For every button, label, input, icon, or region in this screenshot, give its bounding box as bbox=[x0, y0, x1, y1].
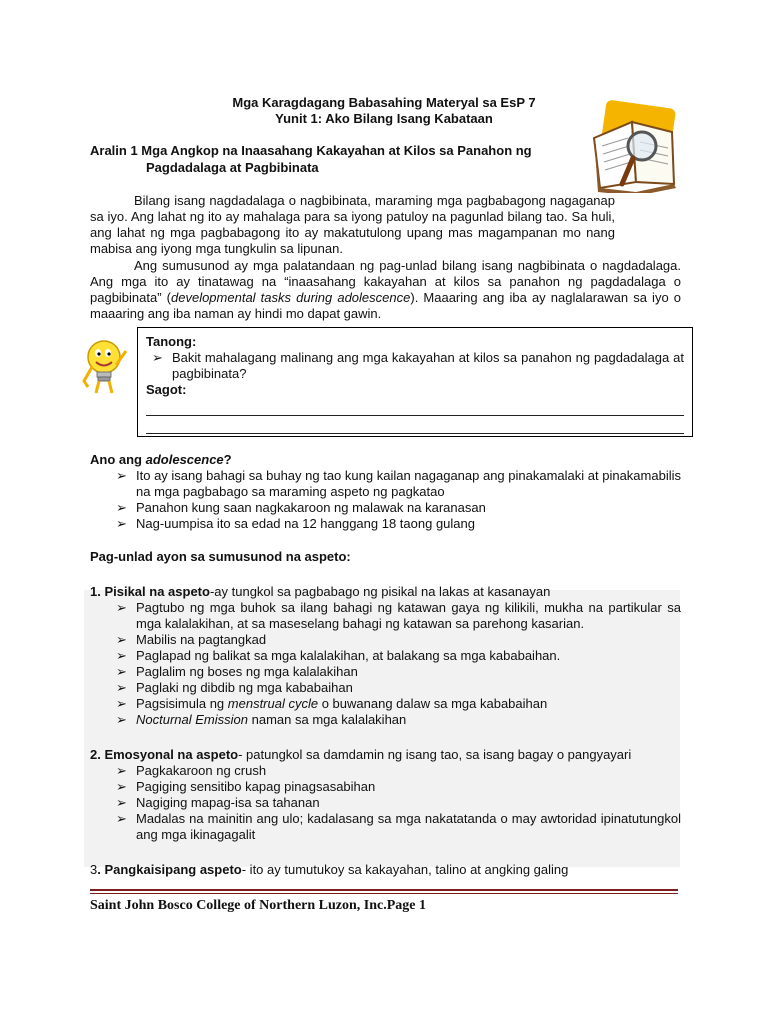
list-item bbox=[110, 811, 681, 843]
arrow-bullet-icon: ➢ bbox=[116, 468, 127, 483]
footer-rule-thin bbox=[90, 893, 678, 894]
arrow-bullet-icon: ➢ bbox=[116, 712, 127, 727]
lightbulb-mascot-icon bbox=[82, 337, 130, 397]
list-item-text: Paglapad ng balikat sa mga kalalakihan, at balakang sa mga kababaihan. bbox=[136, 648, 561, 663]
list-item-text: Pagkakaroon ng crush bbox=[136, 763, 267, 778]
list-item-text: Nag-uumpisa ito sa edad na 12 hanggang 18 taong gulang bbox=[136, 516, 475, 531]
intro-p2-text-b: ). Maaaring ang iba ay naglalarawan sa iyo o maaaring ang iba naman ay hindi mo dapat gawin. bbox=[90, 290, 682, 321]
header-line-1: Mga Karagdagang Babasahing Materyal sa EsP 7 bbox=[232, 95, 536, 110]
emosyonal-heading bbox=[90, 747, 681, 763]
list-item bbox=[110, 712, 681, 728]
list-item bbox=[110, 664, 681, 680]
list-item-text: Nagiging mapag-isa sa tahanan bbox=[136, 795, 320, 810]
list-item-emphasis: Nocturnal Emission bbox=[136, 712, 248, 727]
arrow-bullet-icon: ➢ bbox=[116, 648, 127, 663]
arrow-bullet-icon: ➢ bbox=[116, 516, 127, 531]
answer-line-1[interactable] bbox=[146, 400, 684, 416]
list-item-text: Paglalim ng boses ng mga kalalakihan bbox=[136, 664, 358, 679]
list-item bbox=[110, 763, 681, 779]
list-item-text: Mabilis na pagtangkad bbox=[136, 632, 267, 647]
intro-p2-text-a: Ang sumusunod ay mga palatandaan ng pag-unlad bilang isang nagbibinata o nagdadalaga. Ang mga ito ay tinatawag na “inaasahang kakayahan at kilos sa panahon ng pagdadalaga o pagbibinata” ( bbox=[90, 258, 681, 305]
list-item bbox=[110, 516, 681, 532]
list-item bbox=[110, 632, 681, 648]
arrow-bullet-icon: ➢ bbox=[152, 350, 163, 365]
pangkaisipan-heading-label: . Pangkaisipang aspeto bbox=[97, 862, 242, 877]
list-item-emphasis: menstrual cycle bbox=[227, 696, 319, 711]
intro-paragraph-1: Bilang isang nagdadalaga o nagbibinata, maraming mga pagbabagong nagaganap sa iyo. Ang lahat ng ito ay mahalaga para sa iyong patuloy na pagunlad bilang tao. Sa huli, ang lahat ng mga pagbabagong ito ay makatutulong upang mas magampanan mo nang mabisa ang iyong mga tungkulin sa lipunan. bbox=[90, 193, 615, 256]
pangkaisipan-number: 3 bbox=[90, 862, 98, 877]
list-item bbox=[110, 779, 681, 795]
pisikal-section bbox=[90, 584, 681, 728]
footer-rule-thick bbox=[90, 889, 678, 891]
adolescence-heading-em: adolescence bbox=[145, 452, 224, 467]
list-item-text: Pagtubo ng mga buhok sa ilang bahagi ng katawan gaya ng kilikili, mukha na partikular sa mga kalalakihan, at sa maseselang bahagi ng katawan sa parehong kasarian. bbox=[136, 600, 681, 631]
list-item-text: Panahon kung saan nagkakaroon ng malawak na karanasan bbox=[136, 500, 486, 515]
arrow-bullet-icon: ➢ bbox=[116, 664, 127, 679]
list-item bbox=[110, 696, 681, 712]
pangkaisipan-section bbox=[90, 862, 681, 878]
arrow-bullet-icon: ➢ bbox=[116, 632, 127, 647]
adolescence-heading-a: Ano ang bbox=[90, 452, 146, 467]
lesson-title bbox=[90, 142, 590, 176]
question-item bbox=[146, 350, 684, 382]
list-item-text: Pagsisimula ng bbox=[136, 696, 228, 711]
aspects-heading-text: Pag-unlad ayon sa sumusunod na aspeto: bbox=[90, 549, 351, 564]
pisikal-heading bbox=[90, 584, 681, 600]
lesson-title-line-1: Aralin 1 Mga Angkop na Inaasahang Kakayahan at Kilos sa Panahon ng bbox=[90, 143, 532, 158]
page-footer: Saint John Bosco College of Northern Luzon, Inc.Page 1 bbox=[90, 898, 426, 913]
adolescence-heading bbox=[90, 452, 681, 468]
adolescence-heading-b: ? bbox=[223, 452, 232, 467]
arrow-bullet-icon: ➢ bbox=[116, 795, 127, 810]
pangkaisipan-desc: - ito ay tumutukoy sa kakayahan, talino at angking galing bbox=[241, 862, 569, 877]
answer-line-2[interactable] bbox=[146, 418, 684, 434]
tanong-label: Tanong: bbox=[146, 334, 197, 349]
list-item-text: naman sa mga kalalakihan bbox=[248, 712, 407, 727]
pisikal-desc: -ay tungkol sa pagbabago ng pisikal na lakas at kasanayan bbox=[209, 584, 551, 599]
sagot-label: Sagot: bbox=[146, 382, 187, 397]
arrow-bullet-icon: ➢ bbox=[116, 600, 127, 615]
emosyonal-heading-label: 2. Emosyonal na aspeto bbox=[90, 747, 239, 762]
list-item bbox=[110, 600, 681, 632]
question-box bbox=[137, 327, 693, 437]
list-item bbox=[110, 795, 681, 811]
intro-p2-emphasis: developmental tasks during adolescence bbox=[171, 290, 411, 305]
list-item bbox=[110, 648, 681, 664]
list-item-text: Ito ay isang bahagi sa buhay ng tao kung kailan nagaganap ang pinakamalaki at pinakamabilis na mga pagbabago sa maraming aspeto ng pagkatao bbox=[136, 468, 681, 499]
lesson-title-line-2: Pagdadalaga at Pagbibinata bbox=[146, 160, 319, 175]
intro-paragraph-2 bbox=[90, 258, 681, 322]
list-item-text: Madalas na mainitin ang ulo; kadalasang sa mga nakatatanda o may awtoridad ipinatutungkol ang mga ikinagagalit bbox=[136, 811, 681, 842]
emosyonal-section bbox=[90, 747, 681, 843]
arrow-bullet-icon: ➢ bbox=[116, 500, 127, 515]
question-text: Bakit mahalagang malinang ang mga kakayahan at kilos sa panahon ng pagdadalaga at pagbibinata? bbox=[172, 350, 684, 381]
list-item bbox=[110, 680, 681, 696]
aspects-heading bbox=[90, 549, 681, 565]
arrow-bullet-icon: ➢ bbox=[116, 811, 127, 826]
list-item-text: Pagiging sensitibo kapag pinagsasabihan bbox=[136, 779, 376, 794]
emosyonal-desc: - patungkol sa damdamin ng isang tao, sa isang bagay o pangyayari bbox=[238, 747, 632, 762]
list-item bbox=[110, 468, 681, 500]
arrow-bullet-icon: ➢ bbox=[116, 696, 127, 711]
book-magnifier-icon bbox=[588, 98, 683, 193]
list-item bbox=[110, 500, 681, 516]
arrow-bullet-icon: ➢ bbox=[116, 680, 127, 695]
arrow-bullet-icon: ➢ bbox=[116, 779, 127, 794]
adolescence-section bbox=[90, 452, 681, 532]
list-item-text: Paglaki ng dibdib ng mga kababaihan bbox=[136, 680, 353, 695]
list-item-text: o buwanang dalaw sa mga kababaihan bbox=[318, 696, 548, 711]
pisikal-heading-label: 1. Pisikal na aspeto bbox=[90, 584, 210, 599]
arrow-bullet-icon: ➢ bbox=[116, 763, 127, 778]
header-line-2: Yunit 1: Ako Bilang Isang Kabataan bbox=[275, 111, 493, 126]
